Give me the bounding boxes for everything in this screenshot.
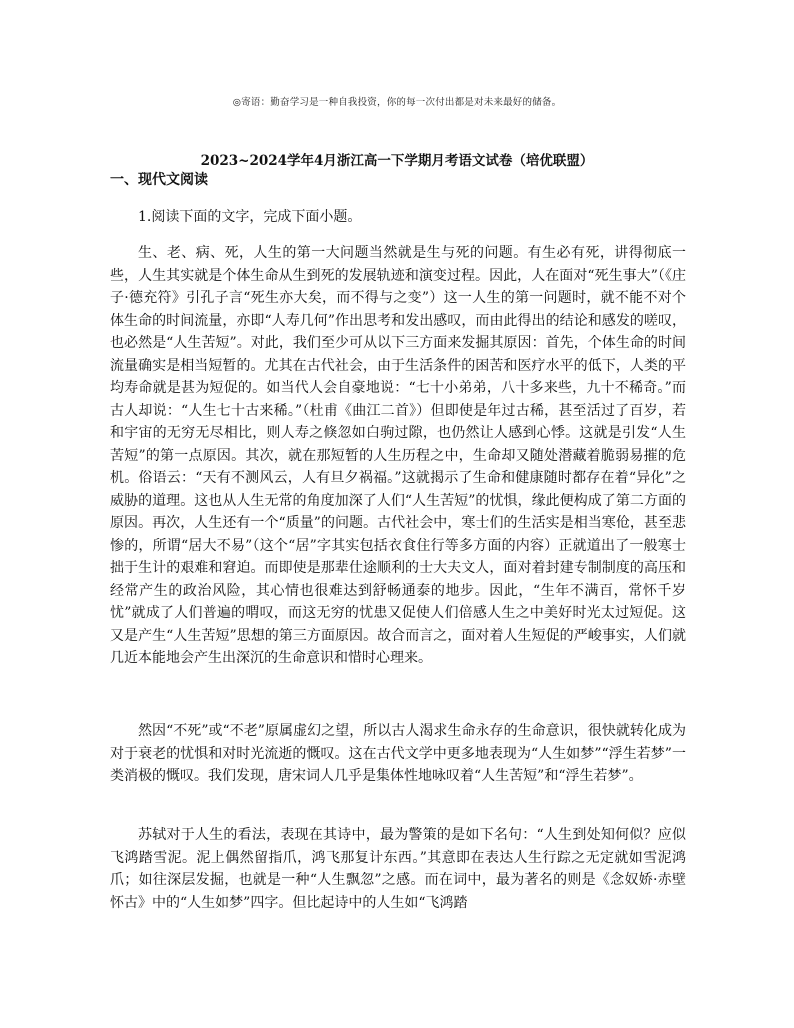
header-motto: ◎寄语：勤奋学习是一种自我投资，你的每一次付出都是对未来最好的储备。 — [232, 97, 562, 108]
passage-paragraph-1: 生、老、病、死，人生的第一大问题当然就是生与死的问题。有生必有死，讲得彻底一些，人生其实就是个体生命从生到死的发展轨迹和演变过程。因此，人在面对“死生事大”（《庄子·德充符》引孔子言“死生亦大矣，而不得与之变”）这一人生的第一问题时，就不能不对个体生命的时间流量，亦即“人寿几何”作出思考和发出感叹，而由此得出的结论和感发的嗟叹，也必然是“人生苦短”。对此，我们至少可从以下三方面来发掘其原因：首先，个体生命的时间流量确实是相当短暂的。尤其在古代社会，由于生活条件的困苦和医疗水平的低下，人类的平均寿命就是甚为短促的。如当代人会自豪地说：“七十小弟弟，八十多来些，九十不稀奇。”而古人却说：“人生七十古来稀。”（杜甫《曲江二首》）但即使是年过古稀，甚至活过了百岁，若和宇宙的无穷无尽相比，则人寿之倏忽如白驹过隙，也仍然让人感到心悸。这就是引发“人生苦短”的第一点原因。其次，就在那短暂的人生历程之中，生命却又随处潜藏着脆弱易摧的危机。俗语云：“天有不测风云，人有旦夕祸福。”这就揭示了生命和健康随时都存在着“异化”之威胁的道理。这也从人生无常的角度加深了人们“人生苦短”的忧惧，缘此便构成了第二方面的原因。再次，人生还有一个“质量”的问题。古代社会中，寒士们的生活实是相当寒伧，甚至悲惨的，所谓“居大不易”（这个“居”字其实包括衣食住行等多方面的内容）正就道出了一般寒士拙于生计的艰难和窘迫。而即使是那辈仕途顺利的士大夫文人，面对着封建专制制度的高压和经常产生的政治风险，其心情也很难达到舒畅通泰的地步。因此，“生年不满百，常怀千岁忧”就成了人们普遍的喟叹，而这无穷的忧患又促使人们倍感人生之中美好时光太过短促。这又是产生“人生苦短”思想的第三方面原因。故合而言之，面对着人生短促的严峻事实，人们就几近本能地会产生出深沉的生命意识和惜时心理来。 — [110, 245, 686, 666]
section-heading: 一、现代文阅读 — [110, 172, 208, 188]
passage-paragraph-2: 然因“不死”或“不老”原属虚幻之望，所以古人渴求生命永存的生命意识，很快就转化成为对于衰老的忧惧和对时光流逝的慨叹。这在古代文学中更多地表现为“人生如梦”“浮生若梦”一类消极的慨叹。我们发现，唐宋词人几乎是集体性地咏叹着“人生苦短”和“浮生若梦”。 — [110, 723, 686, 784]
exam-title: 2023~2024学年4月浙江高一下学期月考语文试卷（培优联盟） — [200, 153, 594, 169]
passage-paragraph-3: 苏轼对于人生的看法，表现在其诗中，最为警策的是如下名句：“人生到处知何似？应似飞鸿踏雪泥。泥上偶然留指爪，鸿飞那复计东西。”其意即在表达人生行踪之无定就如雪泥鸿爪；如往深层发掘，也就是一种“人生飘忽”之感。而在词中，最为著名的则是《念奴娇·赤壁怀古》中的“人生如梦”四字。但比起诗中的人生如“飞鸿踏 — [110, 827, 686, 911]
question-prompt: 1.阅读下面的文字，完成下面小题。 — [138, 209, 362, 225]
